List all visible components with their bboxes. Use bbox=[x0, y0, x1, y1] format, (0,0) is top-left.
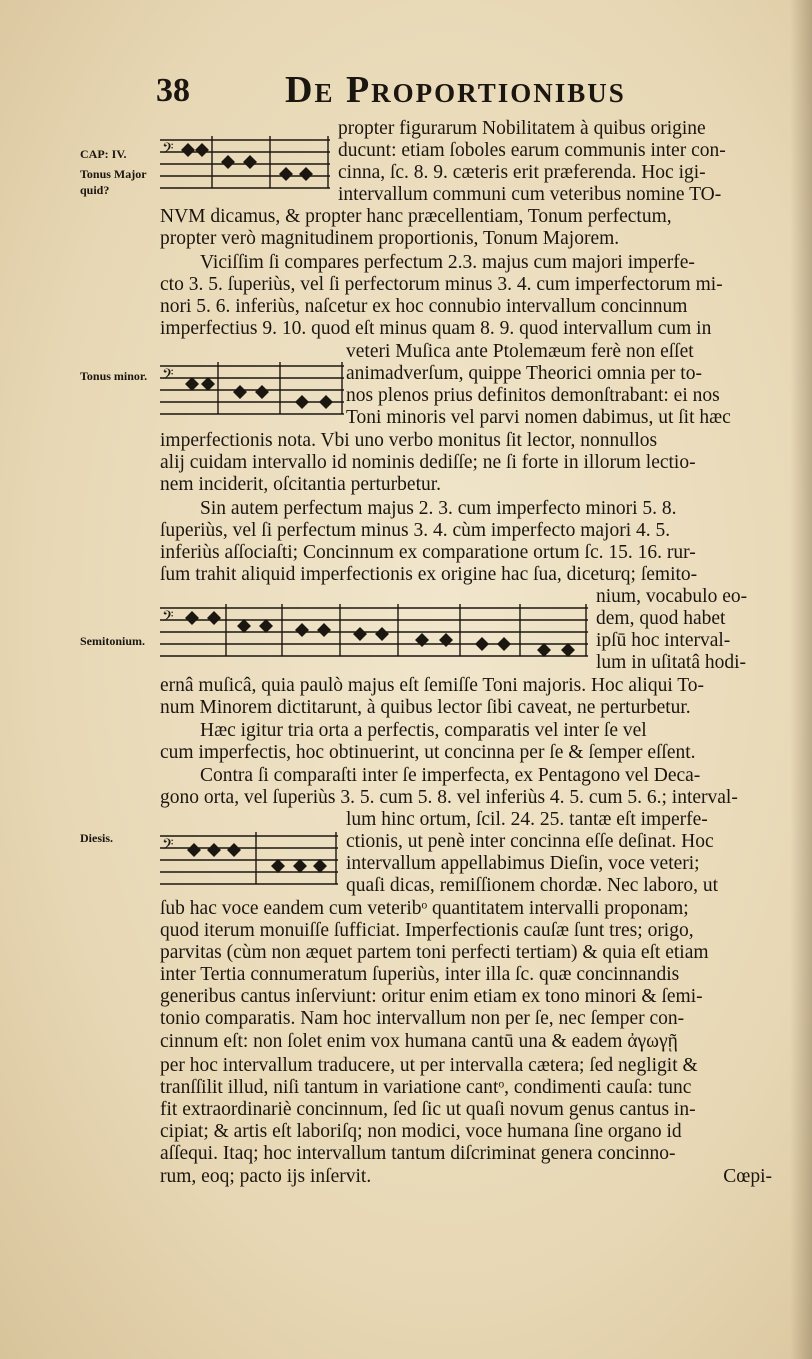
svg-text:𝄢: 𝄢 bbox=[162, 608, 174, 629]
text-line: nos plenos prius definitos demonſtrabant: ei nos bbox=[346, 385, 720, 406]
text-line: veteri Muſica ante Ptolemæum ferè non eſſet bbox=[346, 341, 694, 362]
text-line: num Minorem dictitarunt, à quibus lector ſibi caveat, ne perturbetur. bbox=[160, 697, 691, 718]
staff-semitonium bbox=[160, 600, 590, 662]
text-line: cinna, ſc. 8. 9. cæteris erit præferenda. Hoc igi- bbox=[338, 162, 706, 183]
text-line: tranſſilit illud, niſi tantum in variatione cantᵒ, condimenti cauſa: tunc bbox=[160, 1077, 692, 1098]
text-line: imperfectius 9. 10. quod eſt minus quam 8. 9. quod intervallum cum in bbox=[160, 318, 712, 339]
text-line: propter figurarum Nobilitatem à quibus origine bbox=[338, 118, 706, 139]
text-line: aſſequi. Itaq; hoc intervallum tantum diſcriminat genera concinno- bbox=[160, 1143, 676, 1164]
text-line: gono orta, vel ſuperiùs 3. 5. cum 5. 8. vel inferiùs 4. 5. cum 5. 6.; interval- bbox=[160, 787, 738, 808]
text-line: imperfectionis nota. Vbi uno verbo monitus ſit lector, nonnullos bbox=[160, 430, 658, 451]
text-line: nem inciderit, oſcitantia perturbetur. bbox=[160, 474, 442, 495]
margin-note: Semitonium. bbox=[80, 634, 146, 648]
staff-tonus-major bbox=[160, 130, 332, 192]
text-line: tonio comparatis. Nam hoc intervallum non per ſe, nec ſemper con- bbox=[160, 1008, 685, 1029]
text-line: inferiùs aſſociaſti; Concinnum ex comparatione ortum ſc. 15. 16. rur- bbox=[160, 542, 696, 563]
page-header bbox=[150, 66, 710, 116]
text-line: Sin autem perfectum majus 2. 3. cum imperfecto minori 5. 8. bbox=[200, 498, 677, 519]
text-line: inter Tertia connumeratum ſuperiùs, inter illa ſc. quæ concinnandis bbox=[160, 964, 680, 985]
staff-tonus-minor bbox=[160, 358, 346, 420]
text-line: ernâ muſicâ, quia paulò majus eſt ſemiſſe Toni majoris. Hoc aliqui To- bbox=[160, 675, 705, 696]
text-line: lum hinc ortum, ſcil. 24. 25. tantæ eſt imperfe- bbox=[346, 809, 708, 830]
text-line: ſum trahit aliquid imperfectionis ex origine hac ſua, diceturq; ſemito- bbox=[160, 564, 698, 585]
text-line: Toni minoris vel parvi nomen dabimus, ut ſit hæc bbox=[346, 407, 731, 428]
text-line: per hoc intervallum traducere, ut per intervalla cætera; ſed negligit & bbox=[160, 1055, 698, 1076]
margin-note: Diesis. bbox=[80, 831, 113, 845]
text-line: cinnum eſt: non ſolet enim vox humana cantū una & eadem ἀγωγῇ bbox=[160, 1031, 678, 1052]
catchword: Cœpi- bbox=[723, 1166, 772, 1187]
text-line: nium, vocabulo eo- bbox=[596, 586, 748, 607]
text-line: nori 5. 6. inferiùs, naſcetur ex hoc connubio intervallum concinnum bbox=[160, 296, 688, 317]
margin-note: CAP: IV. bbox=[80, 147, 127, 161]
text-line: ctionis, ut penè inter concinna eſſe deſinat. Hoc bbox=[346, 831, 714, 852]
text-line: parvitas (cùm non æquet partem toni perfecti tertiam) & quia eſt etiam bbox=[160, 942, 709, 963]
staff-diesis bbox=[160, 828, 340, 890]
text-line: quod iterum monuiſſe ſufficiat. Imperfectionis cauſæ ſunt tres; origo, bbox=[160, 920, 694, 941]
text-line: cto 3. 5. ſuperiùs, vel ſi perfectorum minus 3. 4. cum imperfectorum mi- bbox=[160, 274, 723, 295]
text-line: fit extraordinariè concinnum, ſed ſic ut quaſi novum genus cantus in- bbox=[160, 1099, 696, 1120]
page-edge-shadow bbox=[790, 0, 812, 1359]
text-line: quaſi dicas, remiſſionem chordæ. Nec laboro, ut bbox=[346, 875, 719, 896]
svg-text:𝄢: 𝄢 bbox=[162, 140, 174, 161]
text-line: intervallum communi cum veteribus nomine TO- bbox=[338, 184, 722, 205]
text-line: ducunt: etiam ſoboles earum communis inter con- bbox=[338, 140, 726, 161]
text-line: animadverſum, quippe Theorici omnia per to- bbox=[346, 363, 702, 384]
text-line: generibus cantus inſerviunt: oritur enim etiam ex tono minori & ſemi- bbox=[160, 986, 703, 1007]
text-line: rum, eoq; pacto ijs inſervit. bbox=[160, 1166, 372, 1187]
margin-note: Tonus minor. bbox=[80, 369, 148, 383]
text-line: Hæc igitur tria orta a perfectis, comparatis vel inter ſe vel bbox=[200, 720, 647, 741]
svg-text:𝄢: 𝄢 bbox=[162, 366, 174, 387]
text-line: ſuperiùs, vel ſi perfectum minus 3. 4. cùm imperfecto majori 4. 5. bbox=[160, 520, 671, 541]
text-line: Contra ſi comparaſti inter ſe imperfecta, ex Pentagono vel Deca- bbox=[200, 765, 701, 786]
text-line: alij cuidam intervallo id nominis dediſſe; ne ſi forte in illorum lectio- bbox=[160, 452, 696, 473]
text-line: Viciſſim ſi compares perfectum 2.3. majus cum majori imperfe- bbox=[200, 252, 695, 273]
text-line: ſub hac voce eandem cum veteribᵒ quantitatem intervalli proponam; bbox=[160, 898, 689, 919]
margin-note: Tonus Major quid? bbox=[80, 167, 147, 197]
text-line: cum imperfectis, hoc obtinuerint, ut concinna per ſe & ſemper eſſent. bbox=[160, 742, 696, 763]
text-line: ipſū hoc interval- bbox=[596, 630, 731, 651]
running-head: De Proportionibus bbox=[285, 69, 626, 111]
text-line: cipiat; & artis eſt laboriſq; non modici, voce humana ſine organo id bbox=[160, 1121, 682, 1142]
text-line: intervallum appellabimus Dieſin, voce veteri; bbox=[346, 853, 700, 874]
text-line: dem, quod habet bbox=[596, 608, 726, 629]
svg-text:𝄢: 𝄢 bbox=[162, 836, 174, 857]
text-line: propter verò magnitudinem proportionis, Tonum Majorem. bbox=[160, 228, 620, 249]
text-line: lum in uſitatâ hodi- bbox=[596, 652, 747, 673]
text-line: NVM dicamus, & propter hanc præcellentiam, Tonum perfectum, bbox=[160, 206, 672, 227]
page-number: 38 bbox=[156, 72, 190, 109]
